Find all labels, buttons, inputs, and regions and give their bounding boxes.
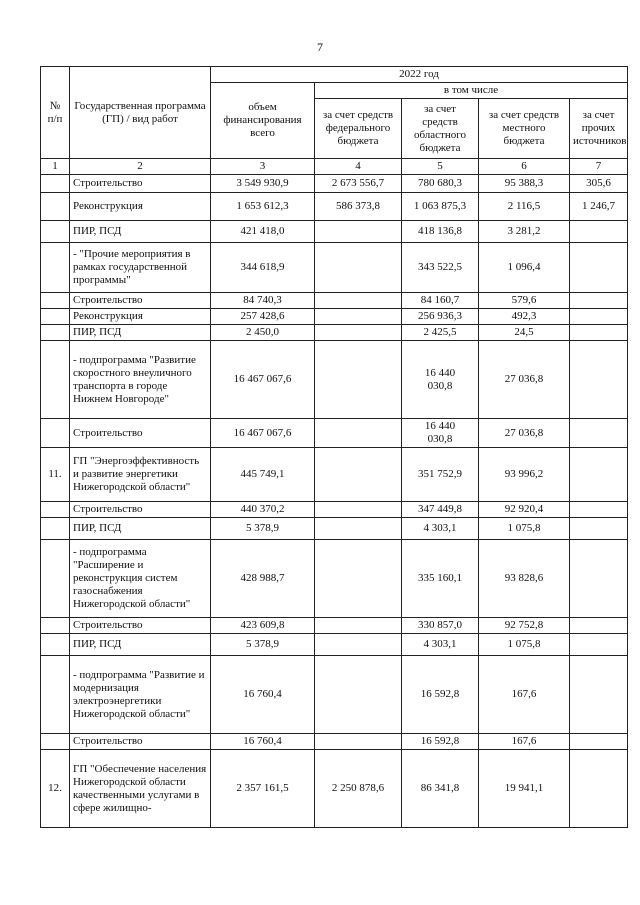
column-number: 3 bbox=[211, 159, 315, 175]
federal-amount bbox=[315, 221, 402, 243]
other-amount bbox=[570, 750, 628, 828]
table-row bbox=[41, 193, 628, 221]
total-amount: 1 653 612,3 bbox=[211, 193, 315, 221]
header-total: объем финансирования всего bbox=[211, 83, 315, 159]
local-amount: 2 116,5 bbox=[479, 193, 570, 221]
local-amount: 3 281,2 bbox=[479, 221, 570, 243]
other-amount: 1 246,7 bbox=[570, 193, 628, 221]
federal-amount bbox=[315, 518, 402, 540]
regional-amount: 84 160,7 bbox=[402, 293, 479, 309]
table-row bbox=[41, 221, 628, 243]
row-number bbox=[41, 734, 70, 750]
federal-amount bbox=[315, 734, 402, 750]
other-amount: 305,6 bbox=[570, 175, 628, 193]
column-number: 4 bbox=[315, 159, 402, 175]
column-number: 6 bbox=[479, 159, 570, 175]
table-row bbox=[41, 448, 628, 502]
total-amount: 16 760,4 bbox=[211, 656, 315, 734]
other-amount bbox=[570, 448, 628, 502]
work-type: Строительство bbox=[70, 175, 211, 193]
local-amount: 167,6 bbox=[479, 656, 570, 734]
work-type: - подпрограмма "Развитие скоростного внеуличного транспорта в городе Нижнем Новгороде" bbox=[70, 341, 211, 419]
row-number bbox=[41, 193, 70, 221]
table-row bbox=[41, 518, 628, 540]
regional-amount: 16 592,8 bbox=[402, 656, 479, 734]
work-type: Строительство bbox=[70, 293, 211, 309]
other-amount bbox=[570, 634, 628, 656]
work-type: ПИР, ПСД bbox=[70, 221, 211, 243]
page-number: 7 bbox=[317, 40, 323, 54]
row-number bbox=[41, 518, 70, 540]
table-row bbox=[41, 309, 628, 325]
work-type: ПИР, ПСД bbox=[70, 518, 211, 540]
local-amount: 92 920,4 bbox=[479, 502, 570, 518]
total-amount: 440 370,2 bbox=[211, 502, 315, 518]
work-type: Строительство bbox=[70, 618, 211, 634]
header-federal: за счет средств федерального бюджета bbox=[315, 99, 402, 159]
row-number bbox=[41, 540, 70, 618]
table-row bbox=[41, 502, 628, 518]
other-amount bbox=[570, 325, 628, 341]
total-amount: 16 467 067,6 bbox=[211, 341, 315, 419]
other-amount bbox=[570, 540, 628, 618]
total-amount: 5 378,9 bbox=[211, 518, 315, 540]
row-number bbox=[41, 175, 70, 193]
local-amount: 92 752,8 bbox=[479, 618, 570, 634]
table-row bbox=[41, 243, 628, 293]
other-amount bbox=[570, 518, 628, 540]
total-amount: 84 740,3 bbox=[211, 293, 315, 309]
regional-amount: 4 303,1 bbox=[402, 518, 479, 540]
other-amount bbox=[570, 309, 628, 325]
federal-amount bbox=[315, 341, 402, 419]
federal-amount bbox=[315, 448, 402, 502]
federal-amount bbox=[315, 634, 402, 656]
financing-table bbox=[40, 66, 628, 828]
local-amount: 1 075,8 bbox=[479, 634, 570, 656]
other-amount bbox=[570, 293, 628, 309]
federal-amount bbox=[315, 502, 402, 518]
total-amount: 344 618,9 bbox=[211, 243, 315, 293]
total-amount: 428 988,7 bbox=[211, 540, 315, 618]
regional-amount: 335 160,1 bbox=[402, 540, 479, 618]
header-year: 2022 год bbox=[211, 67, 628, 83]
other-amount bbox=[570, 221, 628, 243]
local-amount: 93 996,2 bbox=[479, 448, 570, 502]
work-type: Строительство bbox=[70, 734, 211, 750]
work-type: - "Прочие мероприятия в рамках государственной программы" bbox=[70, 243, 211, 293]
regional-amount: 1 063 875,3 bbox=[402, 193, 479, 221]
regional-amount: 16 592,8 bbox=[402, 734, 479, 750]
other-amount bbox=[570, 618, 628, 634]
column-number: 1 bbox=[41, 159, 70, 175]
table-row bbox=[41, 634, 628, 656]
row-number bbox=[41, 656, 70, 734]
regional-amount: 343 522,5 bbox=[402, 243, 479, 293]
row-number bbox=[41, 634, 70, 656]
row-number: 11. bbox=[41, 448, 70, 502]
other-amount bbox=[570, 656, 628, 734]
table-row bbox=[41, 750, 628, 828]
other-amount bbox=[570, 502, 628, 518]
local-amount: 167,6 bbox=[479, 734, 570, 750]
total-amount: 257 428,6 bbox=[211, 309, 315, 325]
regional-amount: 16 440 030,8 bbox=[402, 341, 479, 419]
total-amount: 421 418,0 bbox=[211, 221, 315, 243]
local-amount: 24,5 bbox=[479, 325, 570, 341]
federal-amount bbox=[315, 243, 402, 293]
row-number bbox=[41, 309, 70, 325]
row-number bbox=[41, 243, 70, 293]
work-type: Строительство bbox=[70, 502, 211, 518]
work-type: Реконструкция bbox=[70, 193, 211, 221]
header-in-that: в том числе bbox=[315, 83, 628, 99]
row-number bbox=[41, 618, 70, 634]
work-type: ПИР, ПСД bbox=[70, 634, 211, 656]
federal-amount: 586 373,8 bbox=[315, 193, 402, 221]
federal-amount bbox=[315, 293, 402, 309]
column-number: 5 bbox=[402, 159, 479, 175]
federal-amount bbox=[315, 325, 402, 341]
regional-amount: 780 680,3 bbox=[402, 175, 479, 193]
work-type: Реконструкция bbox=[70, 309, 211, 325]
row-number bbox=[41, 221, 70, 243]
header-program: Государственная программа (ГП) / вид работ bbox=[70, 67, 211, 159]
table-row bbox=[41, 618, 628, 634]
table-row bbox=[41, 293, 628, 309]
regional-amount: 16 440 030,8 bbox=[402, 419, 479, 448]
table-row bbox=[41, 325, 628, 341]
local-amount: 27 036,8 bbox=[479, 419, 570, 448]
header-other: за счет прочих источников bbox=[570, 99, 628, 159]
row-number bbox=[41, 293, 70, 309]
total-amount: 16 467 067,6 bbox=[211, 419, 315, 448]
other-amount bbox=[570, 734, 628, 750]
work-type: ПИР, ПСД bbox=[70, 325, 211, 341]
regional-amount: 86 341,8 bbox=[402, 750, 479, 828]
column-numbers-row bbox=[41, 159, 628, 175]
regional-amount: 4 303,1 bbox=[402, 634, 479, 656]
local-amount: 95 388,3 bbox=[479, 175, 570, 193]
column-number: 2 bbox=[70, 159, 211, 175]
federal-amount bbox=[315, 309, 402, 325]
row-number bbox=[41, 419, 70, 448]
table-row bbox=[41, 341, 628, 419]
federal-amount bbox=[315, 540, 402, 618]
federal-amount bbox=[315, 656, 402, 734]
total-amount: 3 549 930,9 bbox=[211, 175, 315, 193]
work-type: ГП "Энергоэффективность и развитие энергетики Нижегородской области" bbox=[70, 448, 211, 502]
local-amount: 1 096,4 bbox=[479, 243, 570, 293]
column-number: 7 bbox=[570, 159, 628, 175]
other-amount bbox=[570, 419, 628, 448]
row-number bbox=[41, 325, 70, 341]
other-amount bbox=[570, 243, 628, 293]
table-row bbox=[41, 540, 628, 618]
regional-amount: 256 936,3 bbox=[402, 309, 479, 325]
regional-amount: 2 425,5 bbox=[402, 325, 479, 341]
regional-amount: 351 752,9 bbox=[402, 448, 479, 502]
header-local: за счет средств местного бюджета bbox=[479, 99, 570, 159]
local-amount: 579,6 bbox=[479, 293, 570, 309]
work-type: - подпрограмма "Развитие и модернизация электроэнергетики Нижегородской области" bbox=[70, 656, 211, 734]
total-amount: 2 450,0 bbox=[211, 325, 315, 341]
work-type: ГП "Обеспечение населения Нижегородской области качественными услугами в сфере жилищно- bbox=[70, 750, 211, 828]
row-number bbox=[41, 341, 70, 419]
local-amount: 1 075,8 bbox=[479, 518, 570, 540]
regional-amount: 347 449,8 bbox=[402, 502, 479, 518]
table-row bbox=[41, 656, 628, 734]
local-amount: 19 941,1 bbox=[479, 750, 570, 828]
total-amount: 423 609,8 bbox=[211, 618, 315, 634]
local-amount: 492,3 bbox=[479, 309, 570, 325]
federal-amount bbox=[315, 419, 402, 448]
federal-amount: 2 250 878,6 bbox=[315, 750, 402, 828]
regional-amount: 418 136,8 bbox=[402, 221, 479, 243]
header-regional: за счет средств областного бюджета bbox=[402, 99, 479, 159]
header-no: № п/п bbox=[41, 67, 70, 159]
table-row bbox=[41, 734, 628, 750]
total-amount: 445 749,1 bbox=[211, 448, 315, 502]
regional-amount: 330 857,0 bbox=[402, 618, 479, 634]
total-amount: 5 378,9 bbox=[211, 634, 315, 656]
federal-amount bbox=[315, 618, 402, 634]
federal-amount: 2 673 556,7 bbox=[315, 175, 402, 193]
work-type: Строительство bbox=[70, 419, 211, 448]
total-amount: 16 760,4 bbox=[211, 734, 315, 750]
local-amount: 93 828,6 bbox=[479, 540, 570, 618]
local-amount: 27 036,8 bbox=[479, 341, 570, 419]
other-amount bbox=[570, 341, 628, 419]
work-type: - подпрограмма "Расширение и реконструкция систем газоснабжения Нижегородской области" bbox=[70, 540, 211, 618]
row-number bbox=[41, 502, 70, 518]
table-row bbox=[41, 175, 628, 193]
row-number: 12. bbox=[41, 750, 70, 828]
total-amount: 2 357 161,5 bbox=[211, 750, 315, 828]
table-row bbox=[41, 419, 628, 448]
